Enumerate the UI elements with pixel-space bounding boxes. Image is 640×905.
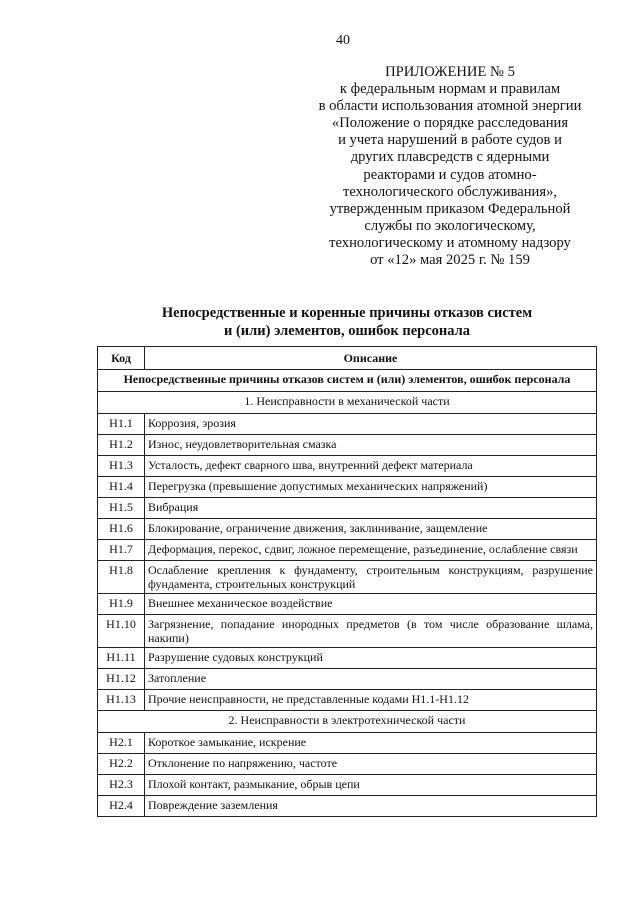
cause-description: Плохой контакт, размыкание, обрыв цепи [145, 775, 597, 796]
appendix-header [300, 64, 600, 269]
cause-description: Усталость, дефект сварного шва, внутренний дефект материала [145, 456, 597, 477]
table-row [98, 733, 597, 754]
cause-description: Деформация, перекос, сдвиг, ложное перемещение, разъединение, ослабление связи [145, 540, 597, 561]
cause-description: Загрязнение, попадание инородных предметов (в том числе образование шлама, накипи) [145, 615, 597, 648]
appendix-line: к федеральным нормам и правилам [339, 81, 561, 98]
cause-code: Н1.12 [98, 669, 145, 690]
column-header-code: Код [98, 347, 145, 370]
causes-table [97, 346, 597, 817]
cause-code: Н1.8 [98, 561, 145, 594]
cause-description: Блокирование, ограничение движения, заклинивание, защемление [145, 519, 597, 540]
title-line: и (или) элементов, ошибок персонала [223, 323, 471, 339]
section-title: 2. Неисправности в электротехнической части [98, 711, 597, 733]
appendix-line: «Положение о порядке расследования [331, 115, 569, 132]
title-line: Непосредственные и коренные причины отказов систем [161, 305, 533, 321]
cause-description: Затопление [145, 669, 597, 690]
section-header-row [98, 392, 597, 414]
cause-code: Н1.10 [98, 615, 145, 648]
document-title [97, 304, 597, 340]
table-subtitle-row [98, 370, 597, 392]
cause-description: Коррозия, эрозия [145, 414, 597, 435]
table-row [98, 648, 597, 669]
table-row [98, 435, 597, 456]
appendix-line: других плавсредств с ядерными [350, 149, 550, 166]
cause-description: Прочие неисправности, не представленные кодами Н1.1-Н1.12 [145, 690, 597, 711]
table-row [98, 540, 597, 561]
table-row [98, 519, 597, 540]
cause-description: Внешнее механическое воздействие [145, 594, 597, 615]
table-row [98, 796, 597, 817]
table-row [98, 690, 597, 711]
cause-description: Разрушение судовых конструкций [145, 648, 597, 669]
cause-code: Н1.4 [98, 477, 145, 498]
table-header-row [98, 347, 597, 370]
cause-code: Н1.2 [98, 435, 145, 456]
appendix-line: утвержденным приказом Федеральной [329, 200, 571, 217]
table-row [98, 594, 597, 615]
table-subtitle: Непосредственные причины отказов систем и (или) элементов, ошибок персонала [98, 370, 597, 392]
cause-description: Перегрузка (превышение допустимых механических напряжений) [145, 477, 597, 498]
table-row [98, 754, 597, 775]
cause-code: Н1.13 [98, 690, 145, 711]
cause-description: Вибрация [145, 498, 597, 519]
appendix-line: от «12» мая 2025 г. № 159 [370, 252, 530, 269]
appendix-line: в области использования атомной энергии [318, 98, 582, 115]
appendix-line: технологического обслуживания», [342, 183, 558, 200]
cause-code: Н1.1 [98, 414, 145, 435]
cause-code: Н1.5 [98, 498, 145, 519]
cause-code: Н2.4 [98, 796, 145, 817]
cause-code: Н1.7 [98, 540, 145, 561]
cause-code: Н1.9 [98, 594, 145, 615]
table-row [98, 477, 597, 498]
cause-code: Н2.2 [98, 754, 145, 775]
cause-description: Короткое замыкание, искрение [145, 733, 597, 754]
cause-description: Износ, неудовлетворительная смазка [145, 435, 597, 456]
cause-description: Ослабление крепления к фундаменту, строительным конструкциям, разрушение фундамента, строительных конструкций [145, 561, 597, 594]
table-row [98, 775, 597, 796]
section-header-row [98, 711, 597, 733]
cause-code: Н1.11 [98, 648, 145, 669]
table-row [98, 456, 597, 477]
table-row [98, 669, 597, 690]
page-number: 40 [336, 33, 350, 48]
appendix-line: ПРИЛОЖЕНИЕ № 5 [385, 64, 515, 80]
appendix-line: и учета нарушений в работе судов и [338, 132, 562, 149]
table-row [98, 414, 597, 435]
appendix-line: технологическому и атомному надзору [329, 234, 571, 251]
cause-description: Отклонение по напряжению, частоте [145, 754, 597, 775]
cause-description: Повреждение заземления [145, 796, 597, 817]
table-row [98, 561, 597, 594]
table-row [98, 615, 597, 648]
appendix-line: службы по экологическому, [364, 217, 536, 234]
cause-code: Н2.3 [98, 775, 145, 796]
cause-code: Н1.6 [98, 519, 145, 540]
table-row [98, 498, 597, 519]
section-title: 1. Неисправности в механической части [98, 392, 597, 414]
appendix-line: реакторами и судов атомно- [363, 166, 537, 183]
cause-code: Н1.3 [98, 456, 145, 477]
cause-code: Н2.1 [98, 733, 145, 754]
column-header-description: Описание [145, 347, 597, 370]
